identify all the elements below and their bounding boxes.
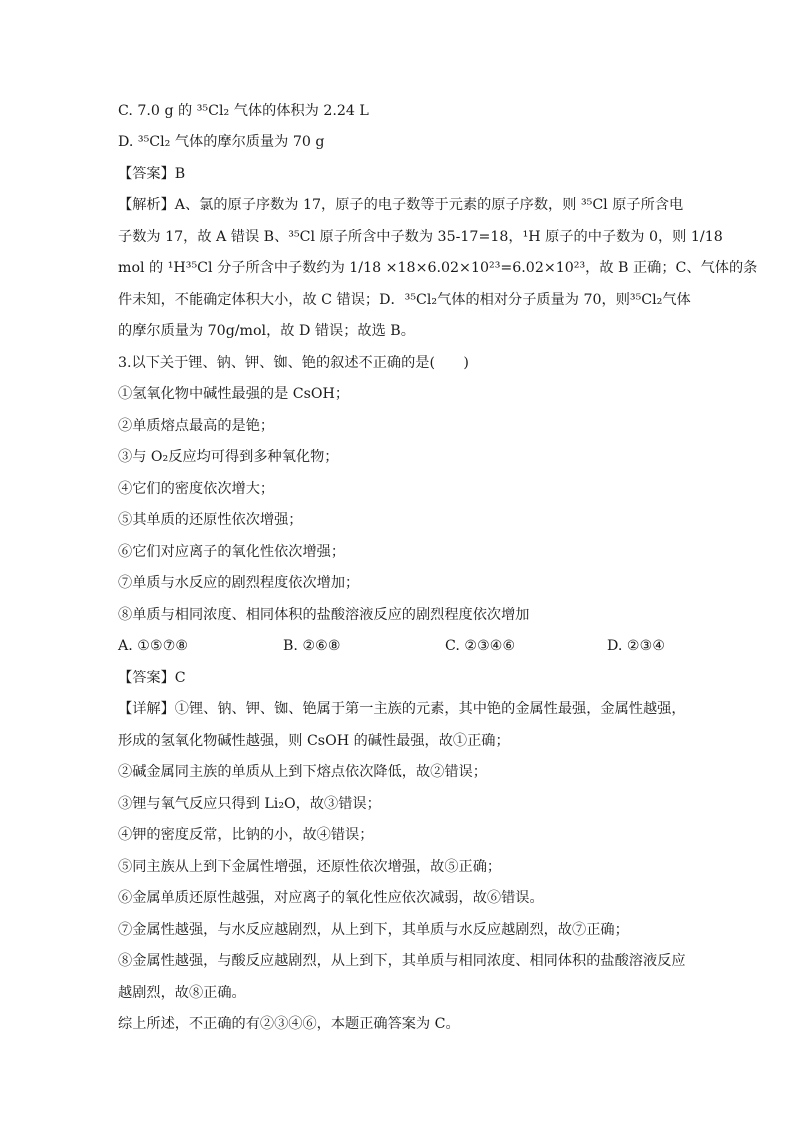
summary-line: 综上所述，不正确的有②③④⑥，本题正确答案为 C。	[118, 1016, 460, 1032]
detail-7: ⑦金属性越强，与水反应越剧烈，从上到下，其单质与水反应越剧烈，故⑦正确；	[118, 922, 629, 938]
statement-3: ③与 O₂反应均可得到多种氧化物；	[118, 449, 339, 465]
choice-d: D. ②③④	[607, 638, 666, 654]
detail-8-line-1: ⑧金属性越强，与酸反应越剧烈，从上到下，其单质与相同浓度、相同体积的盐酸溶液反应	[118, 953, 686, 969]
statement-4: ④它们的密度依次增大；	[118, 481, 275, 497]
analysis-line-4: 件未知，不能确定体积大小，故 C 错误；D．³⁵Cl₂气体的相对分子质量为 70，则³⁵Cl₂气体	[118, 292, 691, 308]
analysis-line-1: 【解析】A、氯的原子序数为 17，原子的电子数等于元素的原子序数，则 ³⁵Cl 原子所含电	[118, 197, 684, 213]
choice-c: C. ②③④⑥	[445, 638, 516, 654]
detail-2: ②碱金属同主族的单质从上到下熔点依次降低，故②错误；	[118, 764, 487, 780]
answer-label-1: 【答案】B	[118, 166, 186, 182]
statement-8: ⑧单质与相同浓度、相同体积的盐酸溶液反应的剧烈程度依次增加	[118, 607, 530, 623]
detail-3: ③锂与氧气反应只得到 Li₂O，故③错误；	[118, 796, 381, 812]
choice-a: A. ①⑤⑦⑧	[118, 638, 189, 654]
detail-line-1: 【详解】①锂、钠、钾、铷、铯属于第一主族的元素，其中铯的金属性最强，金属性越强，	[118, 701, 686, 717]
detail-line-2: 形成的氢氧化物碱性越强，则 CsOH 的碱性最强，故①正确；	[118, 733, 510, 749]
option-d-line: D. ³⁵Cl₂ 气体的摩尔质量为 70 g	[118, 134, 325, 150]
detail-8-line-2: 越剧烈，故⑧正确。	[118, 985, 246, 1001]
answer-label-2: 【答案】C	[118, 670, 186, 686]
statement-2: ②单质熔点最高的是铯；	[118, 418, 275, 434]
analysis-line-2: 子数为 17，故 A 错误 B、³⁵Cl 原子所含中子数为 35-17=18，¹H 原子的中子数为 0，则 1/18	[118, 229, 723, 245]
statement-7: ⑦单质与水反应的剧烈程度依次增加；	[118, 575, 360, 591]
statement-6: ⑥它们对应离子的氧化性依次增强；	[118, 544, 346, 560]
analysis-line-5: 的摩尔质量为 70g/mol，故 D 错误；故选 B。	[118, 323, 415, 339]
choice-b: B. ②⑥⑧	[283, 638, 341, 654]
statement-1: ①氢氧化物中碱性最强的是 CsOH；	[118, 386, 350, 402]
detail-4: ④钾的密度反常，比钠的小，故④错误；	[118, 827, 374, 843]
detail-5: ⑤同主族从上到下金属性增强，还原性依次增强，故⑤正确；	[118, 859, 502, 875]
detail-6: ⑥金属单质还原性越强，对应离子的氧化性应依次减弱，故⑥错误。	[118, 890, 544, 906]
analysis-line-3: mol 的 ¹H³⁵Cl 分子所含中子数约为 1/18 ×18×6.02×10²³=6.02×10²³，故 B 正确；C、气体的条	[118, 260, 758, 276]
option-c-line: C. 7.0 g 的 ³⁵Cl₂ 气体的体积为 2.24 L	[118, 103, 369, 119]
statement-5: ⑤其单质的还原性依次增强；	[118, 512, 303, 528]
question-3: 3.以下关于锂、钠、钾、铷、铯的叙述不正确的是( )	[118, 355, 469, 371]
